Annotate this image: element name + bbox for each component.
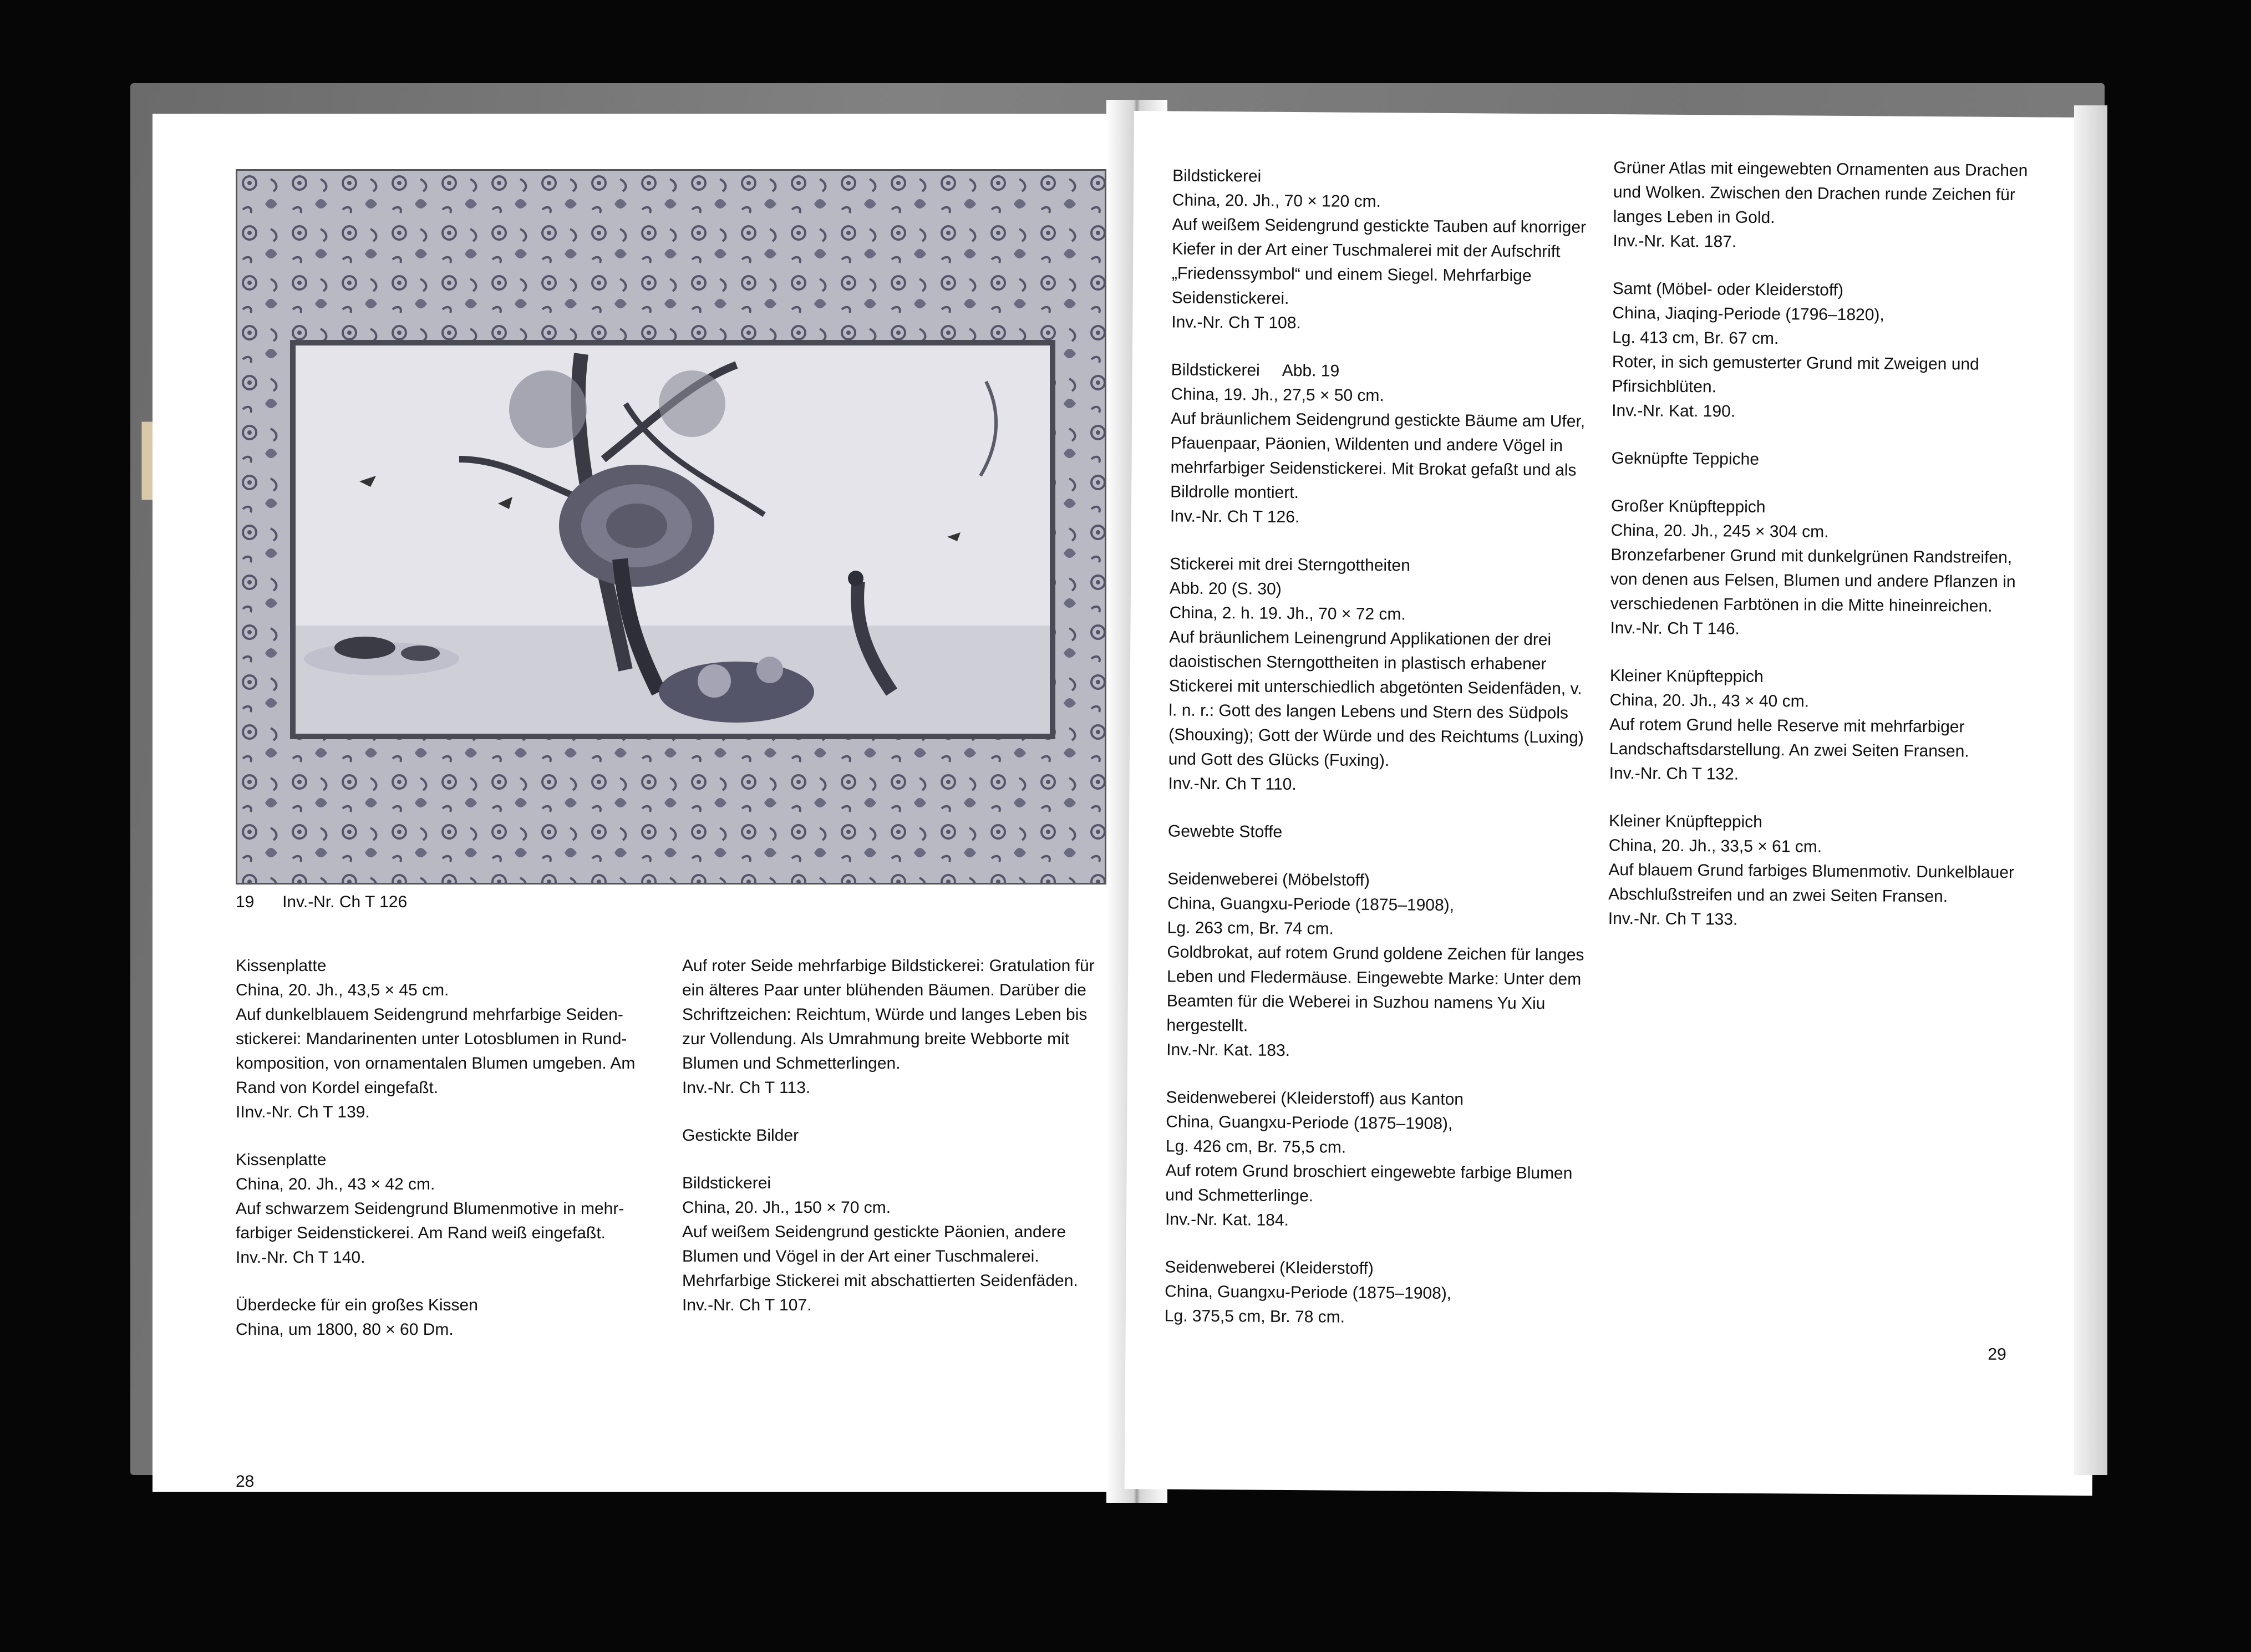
entry-inv: Inv.-Nr. Kat. 183. <box>1166 1040 1290 1060</box>
caption-number: 19 <box>236 893 255 911</box>
entry-text: Auf bräunlichem Seidengrund gestickte Bäume am Ufer, Pfauenpaar, Päonien, Wildenten und andere Vögel in mehrfarbiger Seidenstickerei. Mit Brokat gefaßt und als Bildrolle montiert. <box>1170 409 1586 502</box>
entry-meta: China, Guangxu-Periode (1875–1908), <box>1167 894 1455 915</box>
entry-inv: IInv.-Nr. Ch T 139. <box>236 1103 370 1121</box>
entry-title: Samt (Möbel- oder Kleiderstoff) <box>1612 279 1844 299</box>
catalog-entry <box>236 954 657 1125</box>
left-page <box>153 114 1140 1492</box>
entry-inv: Inv.-Nr. Kat. 190. <box>1612 401 1736 421</box>
entry-meta: China, 20. Jh., 70 × 120 cm. <box>1172 191 1381 211</box>
entry-text: Grüner Atlas mit eingewebten Ornamenten aus Drachen und Wolken. Zwischen den Drachen runde Zeichen für langes Leben in Gold. <box>1613 159 2028 227</box>
right-column-1 <box>1164 164 1594 1354</box>
entry-meta: China, 19. Jh., 27,5 × 50 cm. <box>1171 385 1384 405</box>
entry-title: Großer Knüpfteppich <box>1610 497 1766 516</box>
entry-inv: Inv.-Nr. Ch T 126. <box>1170 507 1300 527</box>
entry-title: Kleiner Knüpfteppich <box>1608 812 1763 831</box>
catalog-entry <box>1168 552 1591 799</box>
left-column-2 <box>682 954 1104 1341</box>
page-number-left: 28 <box>236 1472 255 1491</box>
catalog-entry <box>1171 164 1594 337</box>
entry-inv: Inv.-Nr. Ch T 132. <box>1609 764 1739 784</box>
entry-inv: Inv.-Nr. Ch T 110. <box>1168 774 1297 794</box>
entry-title: Kissenplatte <box>236 957 327 975</box>
catalog-entry <box>1609 664 2032 789</box>
entry-title: Seidenweberei (Kleiderstoff) aus Kanton <box>1166 1088 1464 1109</box>
page-number-right: 29 <box>1988 1345 2006 1364</box>
entry-title: Seidenweberei (Möbelstoff) <box>1167 870 1370 890</box>
left-column-1 <box>236 954 657 1365</box>
entry-meta-2: China, 2. h. 19. Jh., 70 × 72 cm. <box>1169 603 1406 624</box>
entry-meta: China, 20. Jh., 150 × 70 cm. <box>682 1198 891 1217</box>
right-column-2 <box>1608 156 2035 957</box>
entry-meta: China, 20. Jh., 33,5 × 61 cm. <box>1608 836 1822 856</box>
entry-text: Auf bräunlichem Leinengrund Applikationen der drei daoistischen Sterngottheiten in plastisch erhabener Stickerei mit unterschiedlich abgetönten Seidenfäden, v. l. n. r.: Gott des langen Lebens und Stern des Südpols (Shouxing); Gott der Würde und des Reichtums (Luxing) und Gott des Glücks (Fuxing). <box>1168 628 1584 770</box>
embroidery-illustration <box>236 169 1106 885</box>
entry-inv: Inv.-Nr. Ch T 108. <box>1171 313 1301 333</box>
catalog-entry <box>236 1148 657 1270</box>
entry-text: Auf weißem Seidengrund gestickte Päonien, andere Blumen und Vögel in der Art einer Tuschmalerei. Mehrfarbige Stickerei mit abschattierten Seidenfäden. <box>682 1223 1078 1290</box>
right-page <box>1125 111 2102 1496</box>
catalog-entry <box>682 1171 1104 1318</box>
entry-title: Seidenweberei (Kleiderstoff) <box>1165 1258 1374 1278</box>
entry-meta: China, um 1800, 80 × 60 Dm. <box>236 1320 454 1339</box>
catalog-entry <box>1610 494 2032 643</box>
catalog-entry <box>1166 867 1589 1065</box>
entry-inv: Inv.-Nr. Ch T 140. <box>236 1248 365 1267</box>
entry-inv: Inv.-Nr. Ch T 133. <box>1608 909 1738 929</box>
entry-meta-2: Lg. 263 cm, Br. 74 cm. <box>1167 918 1334 938</box>
entry-meta-2: Lg. 426 cm, Br. 75,5 cm. <box>1165 1137 1346 1157</box>
entry-inv: Inv.-Nr. Kat. 184. <box>1165 1210 1289 1229</box>
entry-text: Auf schwarzem Seidengrund Blumenmotive in mehrfarbiger Seidenstickerei. Am Rand weiß eingefaßt. <box>236 1199 624 1242</box>
entry-text: Auf dunkelblauem Seidengrund mehrfarbige Seidenstickerei: Mandarinenten unter Lotosblumen in Rundkomposition, von ornamentalen Blumen umgeben. Am Rand von Kordel eingefaßt. <box>236 1005 636 1097</box>
entry-title: Kissenplatte <box>236 1151 327 1169</box>
entry-meta: China, Jiaqing-Periode (1796–1820), <box>1612 304 1884 324</box>
catalog-entry <box>1608 809 2031 934</box>
catalog-entry <box>1613 156 2035 256</box>
entry-meta-2: Lg. 375,5 cm, Br. 78 cm. <box>1164 1307 1345 1326</box>
entry-inv: Inv.-Nr. Ch T 107. <box>682 1296 812 1314</box>
caption-text: Inv.-Nr. Ch T 126 <box>282 893 408 911</box>
entry-text: Auf rotem Grund broschiert eingewebte farbige Blumen und Schmetterlinge. <box>1165 1161 1573 1206</box>
catalog-entry <box>1165 1085 1588 1234</box>
catalog-entry <box>236 1293 657 1342</box>
entry-title: Stickerei mit drei Sterngottheiten <box>1170 555 1410 575</box>
entry-meta: China, 20. Jh., 43,5 × 45 cm. <box>236 981 449 999</box>
entry-text: Roter, in sich gemusterter Grund mit Zweigen und Pfirsichblüten. <box>1612 353 1979 397</box>
entry-meta: China, Guangxu-Periode (1875–1908), <box>1166 1112 1453 1133</box>
catalog-entry <box>1612 277 2034 426</box>
entry-text: Auf blauem Grund farbiges Blumenmotiv. Dunkelblauer Abschlußstreifen und an zwei Seiten Fransen. <box>1608 861 2015 906</box>
entry-title: Bildstickerei <box>682 1174 771 1192</box>
section-heading: Gewebte Stoffe <box>1167 822 1283 841</box>
entry-meta: China, 20. Jh., 43 × 40 cm. <box>1609 691 1810 711</box>
entry-meta-2: Lg. 413 cm, Br. 67 cm. <box>1612 328 1779 348</box>
entry-meta: China, 20. Jh., 245 × 304 cm. <box>1610 521 1829 541</box>
entry-title: Überdecke für ein großes Kissen <box>236 1296 478 1314</box>
entry-title: Bildstickerei <box>1172 166 1262 186</box>
entry-inv: Inv.-Nr. Kat. 187. <box>1613 232 1737 251</box>
entry-meta: Abb. 20 (S. 30) <box>1169 579 1282 598</box>
entry-inv: Inv.-Nr. Ch T 113. <box>682 1079 811 1097</box>
entry-text: Auf roter Seide mehrfarbige Bildstickerei: Gratulation für ein älteres Paar unter blühenden Bäumen. Darüber die Schriftzeichen: Reichtum, Würde und langes Leben bis zur Vollendung. Als Umrahmung breite Webborte mit Blumen und Schmetterlingen. <box>682 957 1095 1072</box>
entry-text: Auf weißem Seidengrund gestickte Tauben auf knorriger Kiefer in der Art einer Tuschmalerei mit der Aufschrift „Friedenssymbol“ und einem Siegel. Mehrfarbige Seidenstickerei. <box>1171 215 1587 308</box>
page-edge <box>2074 105 2107 1475</box>
figure-caption <box>236 890 407 914</box>
entry-text: Bronzefarbener Grund mit dunkelgrünen Randstreifen, von denen aus Felsen, Blumen und andere Pflanzen in verschiedenen Farbtönen in die Mitte hineinreichen. <box>1610 546 2016 616</box>
catalog-entry <box>1165 1255 1587 1331</box>
entry-title: Bildstickerei Abb. 19 <box>1171 360 1340 380</box>
entry-title: Kleiner Knüpfteppich <box>1609 667 1764 686</box>
entry-meta: China, Guangxu-Periode (1875–1908), <box>1165 1282 1452 1303</box>
section-heading: Gestickte Bilder <box>682 1126 799 1145</box>
entry-meta: China, 20. Jh., 43 × 42 cm. <box>236 1175 435 1193</box>
entry-inv: Inv.-Nr. Ch T 146. <box>1610 619 1740 638</box>
catalog-entry <box>1170 358 1593 531</box>
catalog-entry <box>682 954 1104 1100</box>
section-heading: Geknüpfte Teppiche <box>1611 449 1760 469</box>
entry-text: Auf rotem Grund helle Reserve mit mehrfarbiger Landschaftsdarstellung. An zwei Seiten Fransen. <box>1609 715 1969 761</box>
entry-text: Goldbrokat, auf rotem Grund goldene Zeichen für langes Leben und Fledermäuse. Eingewebte Marke: Unter dem Beamten für die Weberei in Suzhou namens Yu Xiu hergestellt. <box>1166 943 1584 1035</box>
